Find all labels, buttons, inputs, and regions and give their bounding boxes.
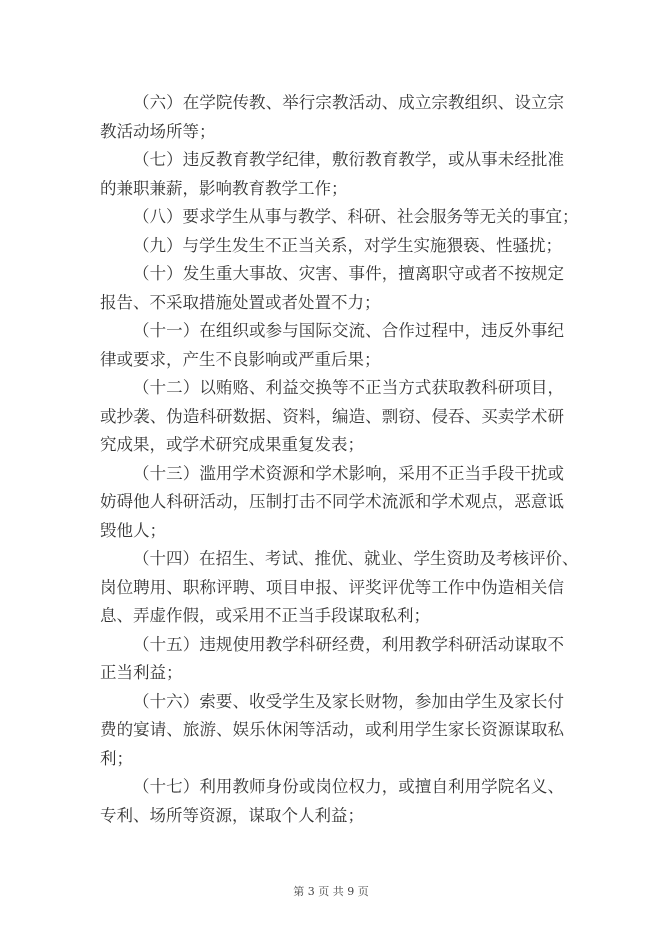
paragraph-line: 律或要求，产生不良影响或严重后果； <box>100 349 381 369</box>
paragraph-line: 妨碍他人科研活动，压制打击不同学术流派和学术观点，恶意诋 <box>100 492 564 511</box>
paragraph-line: 究成果，或学术研究成果重复发表； <box>100 435 364 454</box>
paragraph-line: 毁他人； <box>100 520 166 540</box>
paragraph-line: 息、弄虚作假，或采用不正当手段谋取私利； <box>100 606 430 625</box>
paragraph <box>100 460 564 546</box>
paragraph-line: （十三）滥用学术资源和学术影响，采用不正当手段干扰或 <box>133 463 564 483</box>
paragraph-line: （十七）利用教师身份或岗位权力，或擅自利用学院名义、 <box>133 777 564 796</box>
paragraph-line: 教活动场所等； <box>100 121 216 141</box>
paragraph-line: 正当利益； <box>100 663 183 682</box>
paragraph-line: （七）违反教育教学纪律，敷衍教育教学，或从事未经批准 <box>133 150 564 169</box>
page-number-footer: 第 3 页 共 9 页 <box>293 885 369 898</box>
paragraph <box>100 317 564 374</box>
paragraph <box>100 374 564 460</box>
paragraph <box>100 203 579 232</box>
paragraph-line: （六）在学院传教、举行宗教活动、成立宗教组织、设立宗 <box>133 93 564 112</box>
paragraph-line: 岗位聘用、职称评聘、项目申报、评奖评优等工作中伪造相关信 <box>100 577 564 597</box>
document-body <box>100 89 579 830</box>
paragraph-line: （十）发生重大事故、灾害、事件，擅离职守或者不按规定 <box>133 264 564 283</box>
paragraph-line: 报告、不采取措施处置或者处置不力； <box>100 292 381 312</box>
paragraph <box>100 89 564 146</box>
paragraph-line: （八）要求学生从事与教学、科研、社会服务等无关的事宜； <box>133 207 579 226</box>
paragraph-line: 或抄袭、伪造科研数据、资料，编造、剽窃、侵吞、买卖学术研 <box>100 406 564 426</box>
paragraph-line: 的兼职兼薪，影响教育教学工作； <box>100 178 348 198</box>
paragraph-line: 费的宴请、旅游、娱乐休闲等活动，或利用学生家长资源谋取私 <box>100 720 564 739</box>
paragraph <box>100 260 564 317</box>
paragraph-line: （十六）索要、收受学生及家长财物，参加由学生及家长付 <box>133 691 564 711</box>
paragraph <box>100 688 564 774</box>
paragraph <box>100 631 564 688</box>
paragraph <box>100 232 564 261</box>
paragraph-line: （十五）违规使用教学科研经费，利用教学科研活动谋取不 <box>133 634 564 654</box>
paragraph <box>100 545 579 631</box>
paragraph <box>100 773 564 830</box>
paragraph-line: （十四）在招生、考试、推优、就业、学生资助及考核评价、 <box>133 549 579 568</box>
paragraph-line: （十二）以贿赂、利益交换等不正当方式获取教科研项目， <box>133 378 564 397</box>
paragraph <box>100 146 564 203</box>
paragraph-line: （九）与学生发生不正当关系，对学生实施猥亵、性骚扰； <box>133 235 562 255</box>
paragraph-line: 专利、场所等资源，谋取个人利益； <box>100 805 364 825</box>
paragraph-line: 利； <box>100 748 133 768</box>
paragraph-line: （十一）在组织或参与国际交流、合作过程中，违反外事纪 <box>133 321 564 340</box>
